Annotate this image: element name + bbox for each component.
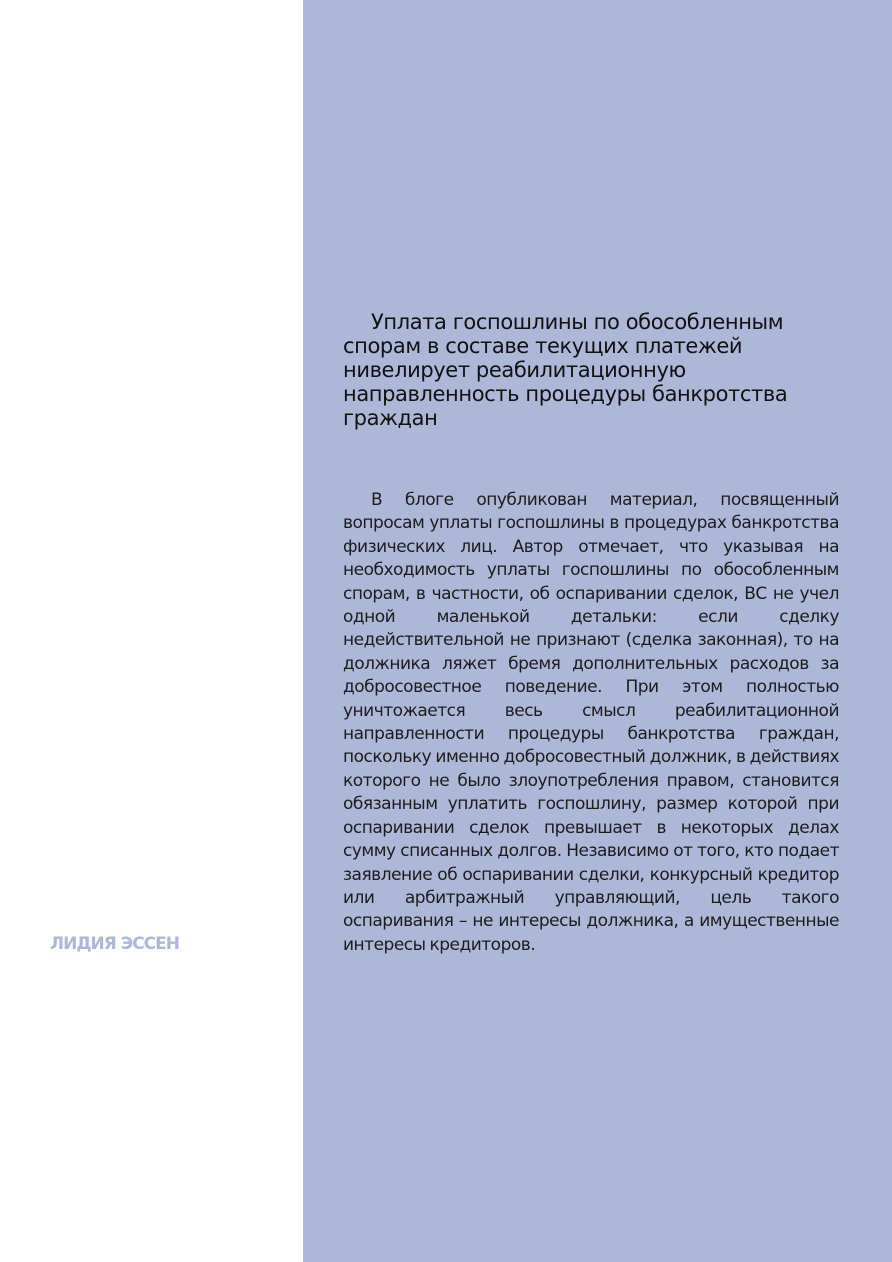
- author-name: ЛИДИЯ ЭССЕН: [50, 934, 179, 954]
- left-margin-panel: [0, 0, 303, 1262]
- article-body: В блоге опубликован материал, посвященный вопросам уплаты госпошлины в процедурах банкротства физических лиц. Автор отмечает, что указывая на необходимость уплаты госпошлины по обособленным спорам, в частности, об оспаривании сделок, ВС не учел одной маленькой детальки: если сделку недействительной не признают (сделка законная), то на должника ляжет бремя дополнительных расходов за добросовестное поведение. При этом полностью уничтожается весь смысл реабилитационной направленности процедуры банкротства граждан, поскольку именно добросовестный должник, в действиях которого не было злоупотребления правом, становится обязанным уплатить госпошлину, размер которой при оспаривании сделок превышает в некоторых делах сумму списанных долгов. Независимо от того, кто подает заявление об оспаривании сделки, конкурсный кредитор или арбитражный управляющий, цель такого оспаривания – не интересы должника, а имущественные интересы кредиторов.: [343, 490, 839, 955]
- article-panel: [303, 0, 892, 1262]
- article-title: Уплата госпошлины по обособленным спорам в составе текущих платежей нивелирует реабилитационную направленность процедуры банкротства граждан: [343, 310, 788, 430]
